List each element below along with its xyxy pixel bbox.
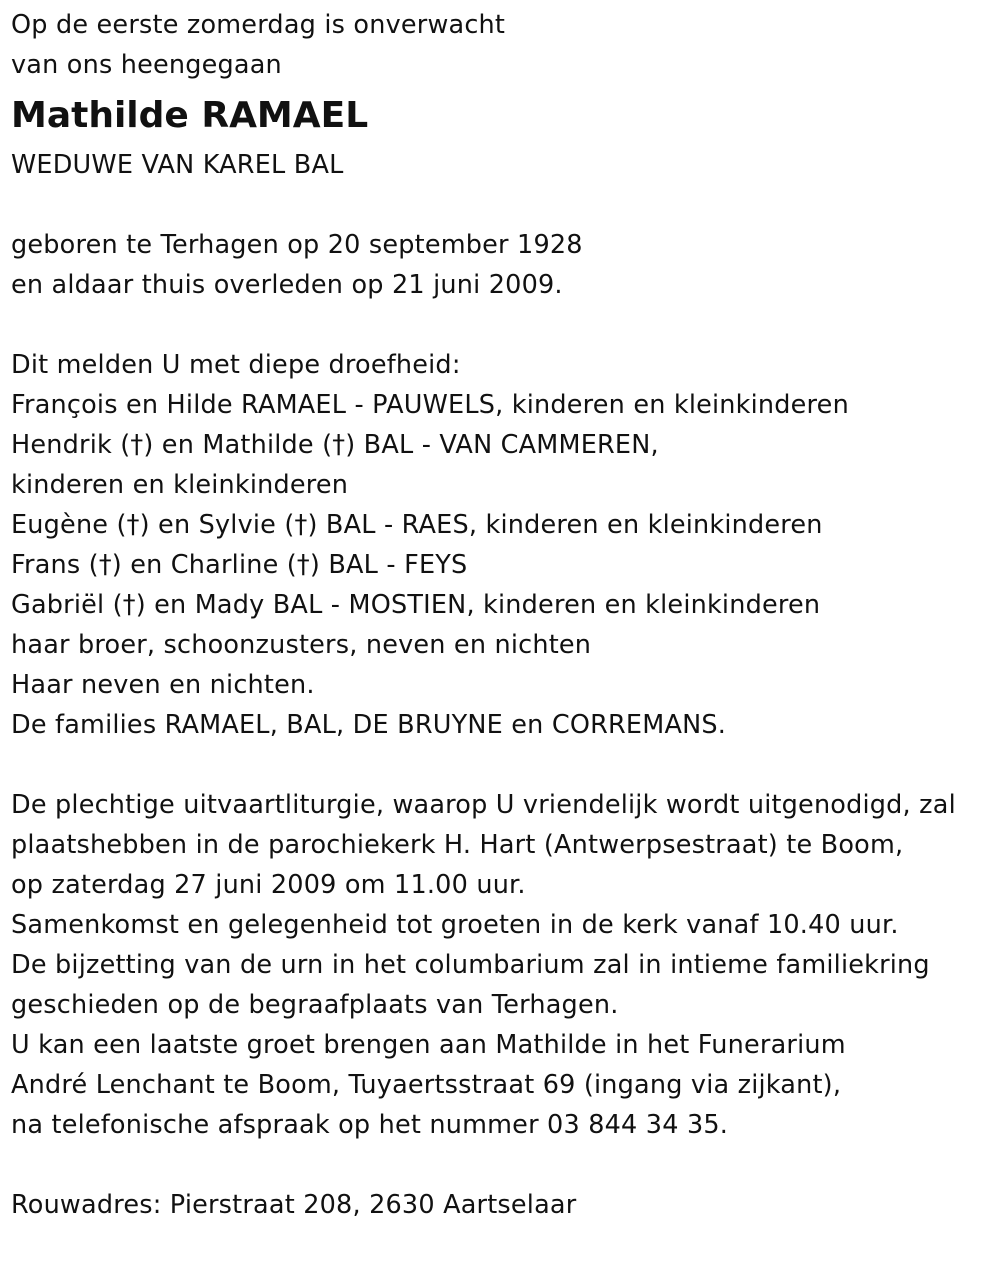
death-line: en aldaar thuis overleden op 21 juni 2009. bbox=[11, 270, 563, 300]
family-line: haar broer, schoonzusters, neven en nichten bbox=[11, 630, 592, 660]
family-line: Eugène (†) en Sylvie (†) BAL - RAES, kinderen en kleinkinderen bbox=[11, 510, 823, 540]
death-notice bbox=[11, 5, 991, 1225]
ceremony-line: De bijzetting van de urn in het columbarium zal in intieme familiekring bbox=[11, 950, 930, 980]
birth-line: geboren te Terhagen op 20 september 1928 bbox=[11, 230, 583, 260]
ceremony-line: geschieden op de begraafplaats van Terhagen. bbox=[11, 990, 619, 1020]
deceased-name: Mathilde RAMAEL bbox=[11, 95, 369, 136]
ceremony-line: André Lenchant te Boom, Tuyaertsstraat 69 (ingang via zijkant), bbox=[11, 1070, 842, 1100]
spacer bbox=[11, 185, 991, 225]
family-line: Haar neven en nichten. bbox=[11, 670, 315, 700]
spacer bbox=[11, 1145, 991, 1185]
deceased-subtitle: WEDUWE VAN KAREL BAL bbox=[11, 150, 344, 180]
family-line: kinderen en kleinkinderen bbox=[11, 470, 349, 500]
spacer bbox=[11, 305, 991, 345]
family-line: De families RAMAEL, BAL, DE BRUYNE en CORREMANS. bbox=[11, 710, 727, 740]
ceremony-line: Samenkomst en gelegenheid tot groeten in de kerk vanaf 10.40 uur. bbox=[11, 910, 899, 940]
mourning-address: Rouwadres: Pierstraat 208, 2630 Aartselaar bbox=[11, 1190, 577, 1220]
family-line: Gabriël (†) en Mady BAL - MOSTIEN, kinderen en kleinkinderen bbox=[11, 590, 821, 620]
family-line: Dit melden U met diepe droefheid: bbox=[11, 350, 461, 380]
spacer bbox=[11, 745, 991, 785]
ceremony-line: plaatshebben in de parochiekerk H. Hart (Antwerpsestraat) te Boom, bbox=[11, 830, 904, 860]
ceremony-line: na telefonische afspraak op het nummer 03 844 34 35. bbox=[11, 1110, 729, 1140]
ceremony-line: op zaterdag 27 juni 2009 om 11.00 uur. bbox=[11, 870, 526, 900]
intro-line-2: van ons heengegaan bbox=[11, 50, 282, 80]
family-line: Hendrik (†) en Mathilde (†) BAL - VAN CAMMEREN, bbox=[11, 430, 659, 460]
ceremony-line: De plechtige uitvaartliturgie, waarop U vriendelijk wordt uitgenodigd, zal bbox=[11, 790, 956, 820]
family-line: François en Hilde RAMAEL - PAUWELS, kinderen en kleinkinderen bbox=[11, 390, 849, 420]
family-line: Frans (†) en Charline (†) BAL - FEYS bbox=[11, 550, 468, 580]
ceremony-line: U kan een laatste groet brengen aan Mathilde in het Funerarium bbox=[11, 1030, 846, 1060]
intro-line-1: Op de eerste zomerdag is onverwacht bbox=[11, 10, 506, 40]
